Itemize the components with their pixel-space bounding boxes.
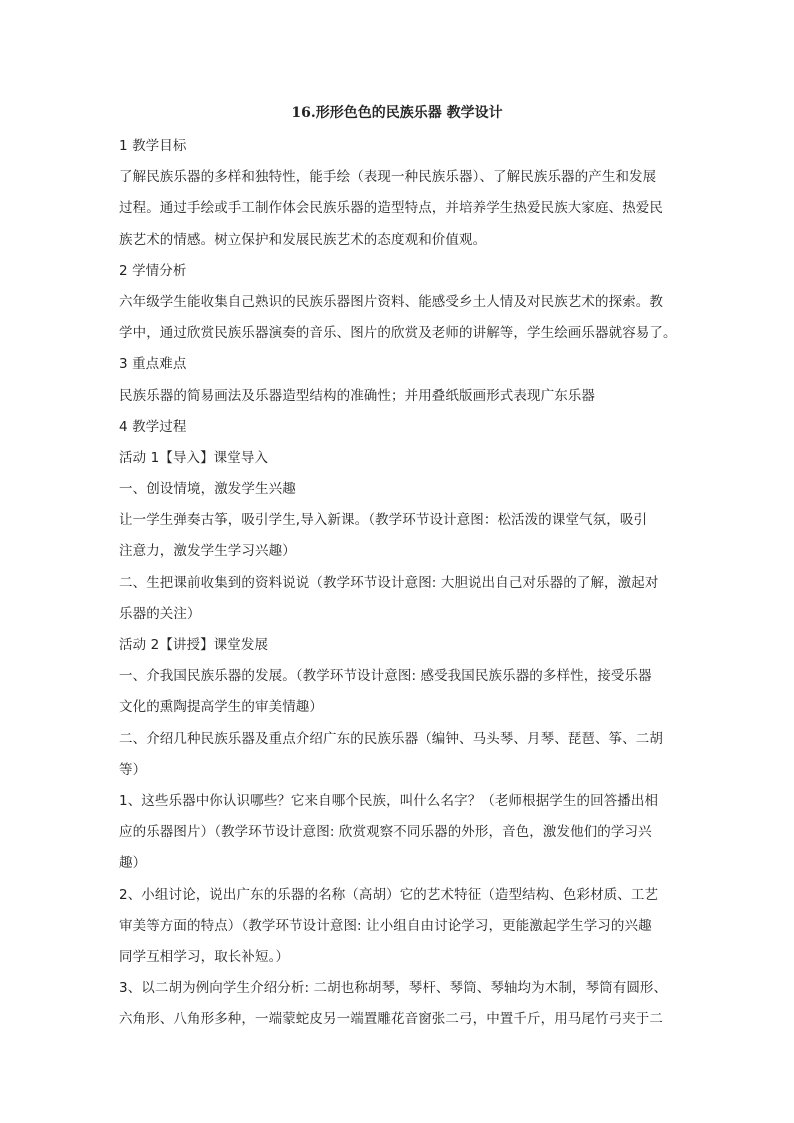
paragraph-line: 注意力，激发学生学习兴趣） (119, 543, 296, 560)
section-heading-key-points: 3 重点难点 (119, 356, 187, 373)
paragraph-line: 民族乐器的简易画法及乐器造型结构的准确性；并用叠纸版画形式表现广东乐器 (119, 387, 595, 404)
paragraph-line: 趣） (119, 855, 147, 872)
paragraph-line: 让一学生弹奏古筝，吸引学生,导入新课。（教学环节设计意图：松活泼的课堂气氛，吸引 (119, 512, 648, 529)
paragraph-line: 2、小组讨论，说出广东的乐器的名称（高胡）它的艺术特征（造型结构、色彩材质、工艺 (119, 886, 659, 903)
document-title: 16.形形色色的民族乐器 教学设计 (291, 105, 503, 121)
paragraph-line: 族艺术的情感。树立保护和发展民族艺术的态度观和价值观。 (119, 231, 487, 248)
paragraph-line: 等） (119, 761, 147, 778)
document-body (119, 131, 679, 1035)
paragraph-line: 一、介我国民族乐器的发展。（教学环节设计意图: 感受我国民族乐器的多样性，接受乐器 (119, 668, 652, 685)
activity-heading: 活动 1【导入】课堂导入 (119, 449, 269, 466)
section-heading-process: 4 教学过程 (119, 418, 187, 435)
paragraph-line: 3、以二胡为例向学生介绍分析: 二胡也称胡琴，琴杆、琴筒、琴轴均为木制，琴筒有圆形、 (119, 980, 668, 997)
paragraph-line: 文化的熏陶提高学生的审美情趣） (119, 699, 323, 716)
paragraph-line: 过程。通过手绘或手工制作体会民族乐器的造型特点，并培养学生热爱民族大家庭、热爱民 (119, 200, 663, 217)
activity-heading: 活动 2【讲授】课堂发展 (119, 637, 269, 653)
paragraph-line: 了解民族乐器的多样和独特性，能手绘（表现一种民族乐器）、了解民族乐器的产生和发展 (119, 169, 657, 186)
paragraph-line: 一、创设情境，激发学生兴趣 (119, 481, 296, 498)
paragraph-line: 学中，通过欣赏民族乐器演奏的音乐、图片的欣赏及老师的讲解等，学生绘画乐器就容易了。 (119, 325, 677, 342)
section-heading-analysis: 2 学情分析 (119, 262, 187, 279)
paragraph-line: 二、介绍几种民族乐器及重点介绍广东的民族乐器（编钟、马头琴、月琴、琵琶、筝、二胡 (119, 730, 663, 747)
paragraph-line: 六年级学生能收集自己熟识的民族乐器图片资料、能感受乡土人情及对民族艺术的探索。教 (119, 293, 663, 310)
paragraph-line: 1、这些乐器中你认识哪些？它来自哪个民族，叫什么名字？（老师根据学生的回答播出相 (119, 792, 659, 809)
paragraph-line: 二、生把课前收集到的资料说说（教学环节设计意图: 大胆说出自己对乐器的了解，激起对 (119, 574, 659, 591)
paragraph-line: 六角形、八角形多种，一端蒙蛇皮另一端置雕花音窗张二弓，中置千斤，用马尾竹弓夹于二 (119, 1011, 663, 1028)
paragraph-line: 同学互相学习，取长补短。） (119, 948, 290, 965)
section-heading-objectives: 1 教学目标 (119, 138, 187, 154)
paragraph-line: 审美等方面的特点）（教学环节设计意图: 让小组自由讨论学习，更能激起学生学习的兴趣 (119, 917, 652, 934)
paragraph-line: 应的乐器图片）（教学环节设计意图: 欣赏观察不同乐器的外形，音色，激发他们的学习兴 (119, 824, 652, 841)
paragraph-line: 乐器的关注） (119, 605, 201, 622)
